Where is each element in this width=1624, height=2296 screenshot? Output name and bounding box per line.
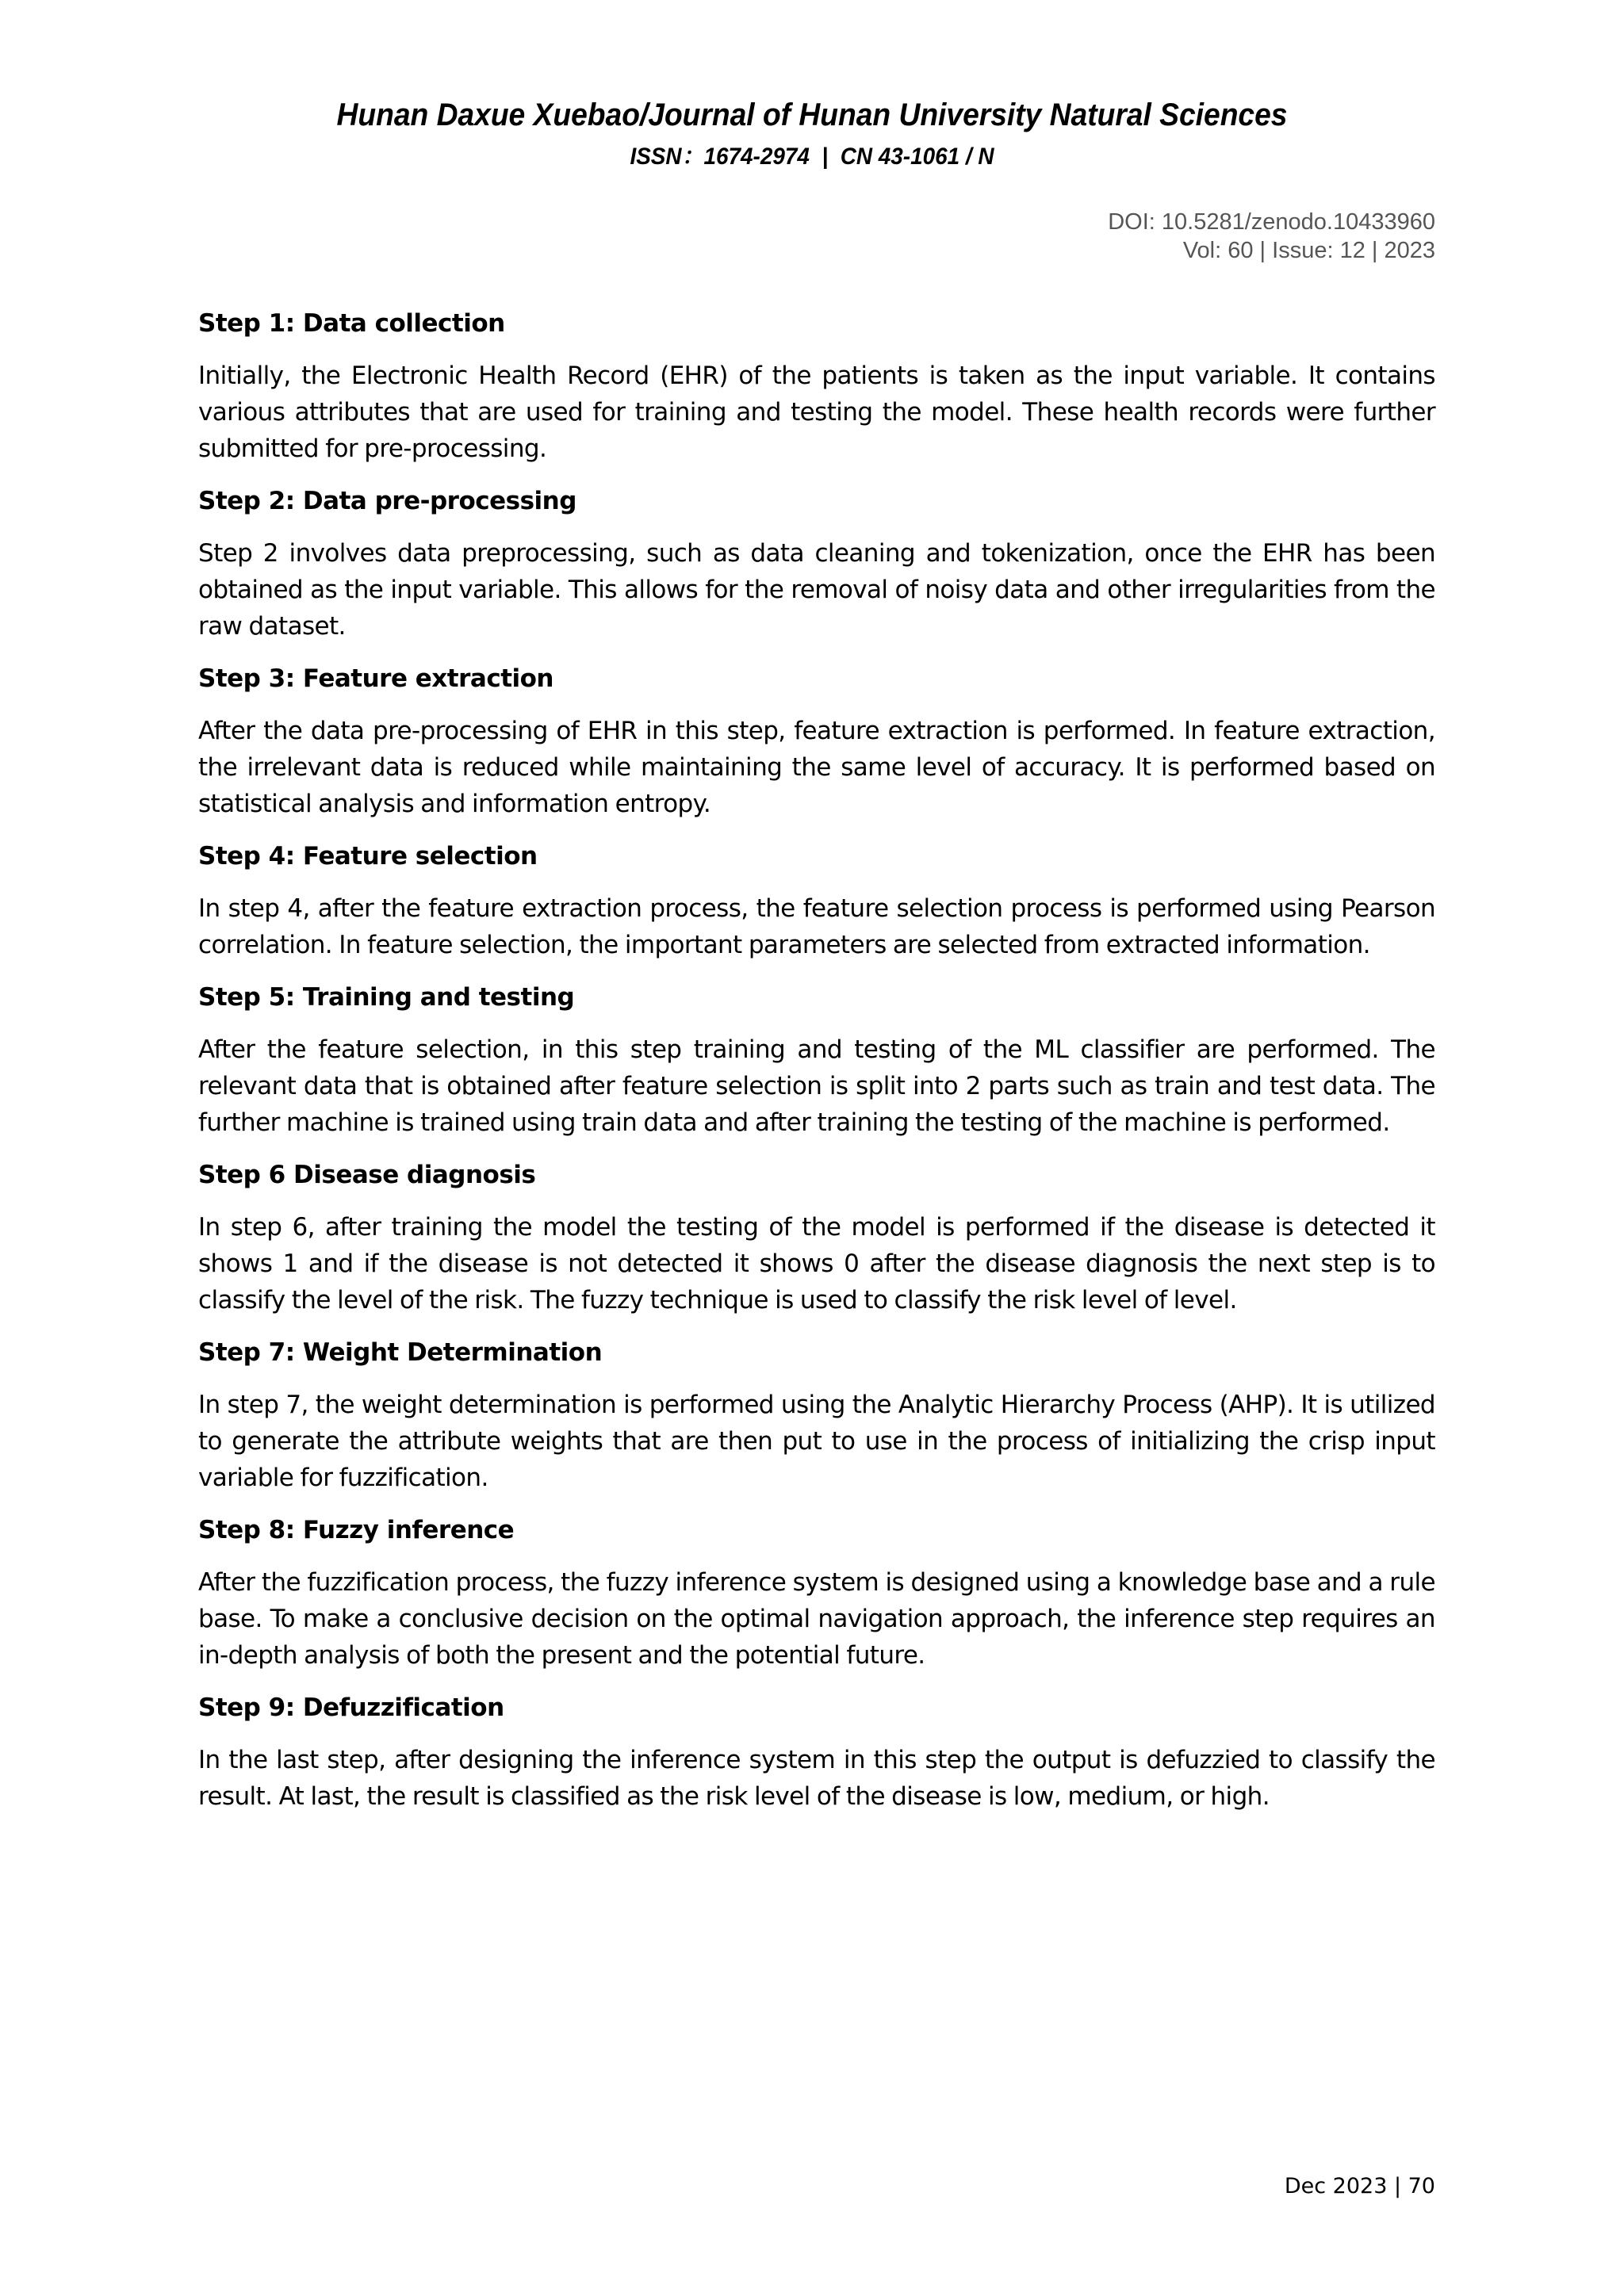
step-5-heading: Step 5: Training and testing <box>198 983 575 1012</box>
step-4-heading: Step 4: Feature selection <box>198 842 538 871</box>
step-6-heading: Step 6 Disease diagnosis <box>198 1161 536 1189</box>
step-9-paragraph: In the last step, after designing the inference system in this step the output is defuzzied to classify the result. At last, the result is classified as the risk level of the disease is low, medium, or high. <box>198 1746 1435 1811</box>
step-8-heading: Step 8: Fuzzy inference <box>198 1516 515 1544</box>
step-1-heading: Step 1: Data collection <box>198 309 505 338</box>
step-3-heading: Step 3: Feature extraction <box>198 664 554 693</box>
step-1-paragraph: Initially, the Electronic Health Record (EHR) of the patients is taken as the input variable. It contains various attributes that are used for training and testing the model. These health records were further submitted for pre-processing. <box>198 362 1435 463</box>
step-3-paragraph: After the data pre-processing of EHR in this step, feature extraction is performed. In feature extraction, the irrelevant data is reduced while maintaining the same level of accuracy. It is performed based on statistical analysis and information entropy. <box>198 717 1435 818</box>
journal-issn: ISSN：1674-2974 | CN 43-1061 / N <box>630 144 994 170</box>
doi-label[interactable]: DOI: 10.5281/zenodo.10433960 <box>1108 209 1435 235</box>
article-meta <box>1108 208 1435 265</box>
step-2-heading: Step 2: Data pre-processing <box>198 487 576 515</box>
step-4-paragraph: In step 4, after the feature extraction process, the feature selection process is performed using Pearson correlation. In feature selection, the important parameters are selected from extracted information. <box>198 894 1435 959</box>
step-9-heading: Step 9: Defuzzification <box>198 1693 504 1722</box>
step-7-paragraph: In step 7, the weight determination is performed using the Analytic Hierarchy Process (AHP). It is utilized to generate the attribute weights that are then put to use in the process of initializing the crisp input variable for fuzzification. <box>198 1391 1435 1492</box>
article-body <box>198 305 1435 1831</box>
step-8-paragraph: After the fuzzification process, the fuzzy inference system is designed using a knowledge base and a rule base. To make a conclusive decision on the optimal navigation approach, the inference step requires an in-depth analysis of both the present and the potential future. <box>198 1568 1435 1670</box>
journal-title: Hunan Daxue Xuebao/Journal of Hunan University Natural Sciences <box>336 98 1288 132</box>
step-6-paragraph: In step 6, after training the model the testing of the model is performed if the disease is detected it shows 1 and if the disease is not detected it shows 0 after the disease diagnosis the next step is to classify the level of the risk. The fuzzy technique is used to classify the risk level of level. <box>198 1213 1435 1314</box>
volume-issue-label: Vol: 60 | Issue: 12 | 2023 <box>1182 238 1435 263</box>
step-5-paragraph: After the feature selection, in this step training and testing of the ML classifier are performed. The relevant data that is obtained after feature selection is split into 2 parts such as train and test data. The further machine is trained using train data and after training the testing of the machine is performed. <box>198 1035 1435 1137</box>
step-2-paragraph: Step 2 involves data preprocessing, such as data cleaning and tokenization, once the EHR has been obtained as the input variable. This allows for the removal of noisy data and other irregularities from the raw dataset. <box>198 539 1435 641</box>
page-footer: Dec 2023 | 70 <box>1284 2174 1435 2198</box>
step-7-heading: Step 7: Weight Determination <box>198 1338 603 1367</box>
